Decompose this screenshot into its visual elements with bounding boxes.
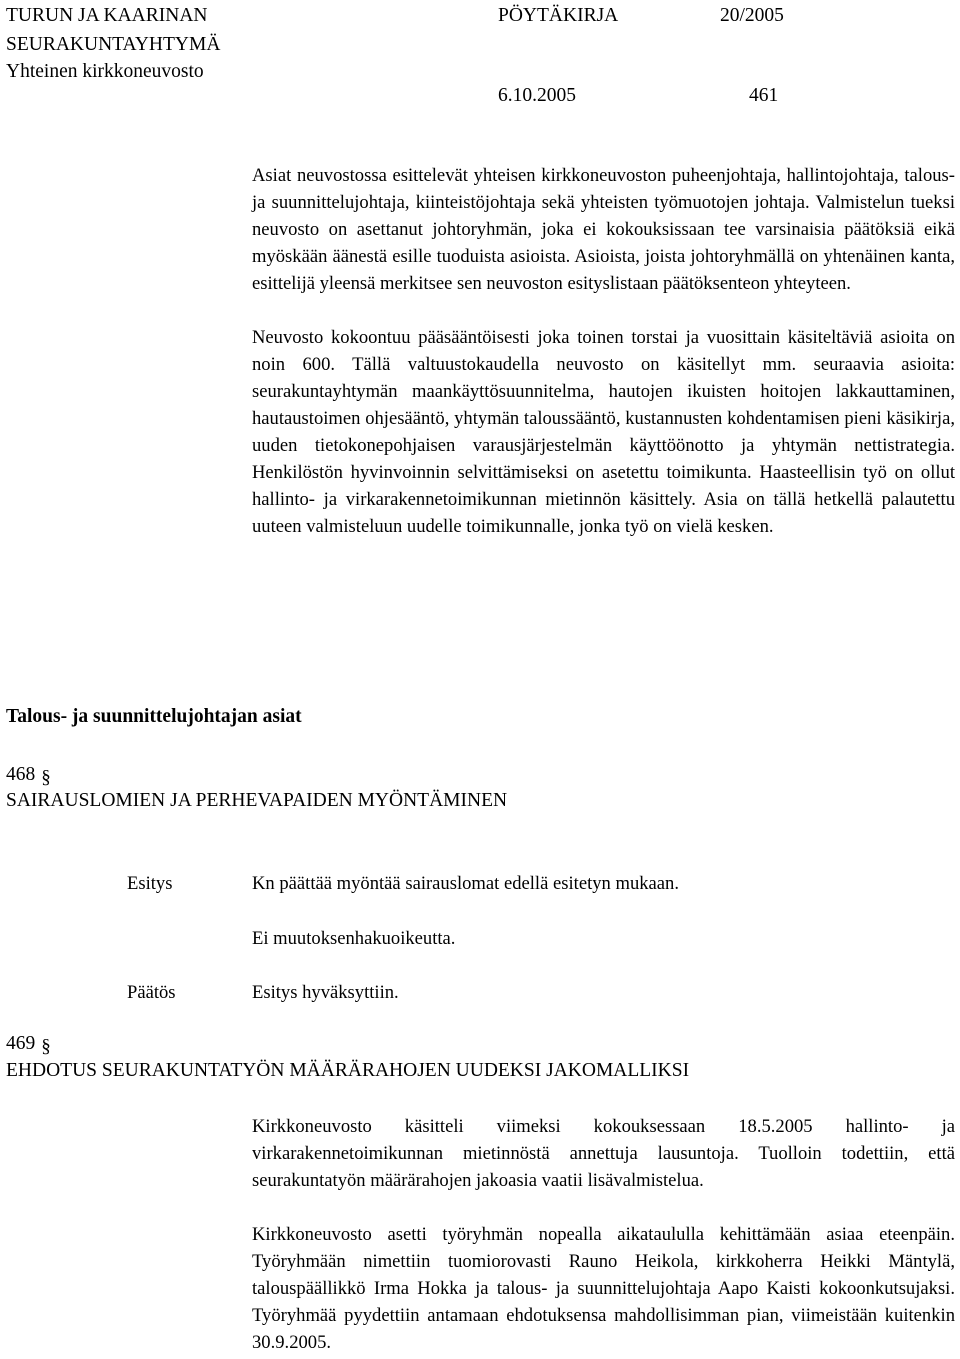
paatos-label: Päätös [127, 982, 176, 1003]
document-number: 20/2005 [720, 5, 784, 26]
item-469-body [252, 1113, 955, 1356]
meeting-date: 6.10.2005 [498, 85, 576, 106]
esitys-text: Kn päättää myöntää sairauslomat edellä esitetyn mukaan. [252, 873, 679, 894]
section-sign-icon: § [41, 1036, 51, 1057]
org-body-name: Yhteinen kirkkoneuvosto [6, 61, 204, 82]
item-468-number [6, 764, 51, 789]
item-469-number [6, 1033, 51, 1058]
org-name-line1: TURUN JA KAARINAN [6, 5, 208, 26]
intro-paragraph-1: Asiat neuvostossa esittelevät yhteisen kirkkoneuvoston puheenjohtaja, hallintojohtaja, talous- ja suunnittelujohtaja, kiinteistöjohtaja sekä yhteisten työmuotojen johtaja. Valmistelun tueksi neuvosto on asettanut johtoryhmän, joka ei kokouksissaan tee varsinaisia päätöksiä eikä myöskään äänestä esille tuoduista asioista. Asioista, joista johtoryhmällä on yhtenäinen kanta, esittelijä yleensä merkitsee sen neuvoston esityslistaan päätöksenteon yhteyteen. [252, 165, 955, 294]
intro-paragraph-2: Neuvosto kokoontuu pääsääntöisesti joka toinen torstai ja vuosittain käsiteltäviä asioita on noin 600. Tällä valtuustokaudella neuvosto on käsitellyt mm. seuraavia asioita: seurakuntayhtymän maankäyttösuunnitelma, hautojen ikuisten hoitojen lakkauttaminen, hautaustoimen ohjesääntö, yhtymän taloussääntö, kustannusten kohdentamisen pieni käsikirja, uuden tietokonepohjaisen varausjärjestelmän käyttöönotto ja yhtymän nettistrategia. Henkilöstön hyvinvoinnin selvittämiseksi on asetettu toimikunta. Haasteellisin työ on ollut hallinto- ja virkarakennetoimikunnan mietinnön käsittely. Asia on tällä hetkellä palautettu uuteen valmisteluun uudelle toimikunnalle, jonka työ on vielä kesken. [252, 327, 955, 537]
org-name-line2: SEURAKUNTAYHTYMÄ [6, 34, 221, 55]
esitys-label: Esitys [127, 873, 173, 894]
item-468-title: SAIRAUSLOMIEN JA PERHEVAPAIDEN MYÖNTÄMINEN [6, 790, 508, 811]
item-469-paragraph-2: Kirkkoneuvosto asetti työryhmän nopealla aikataululla kehittämään asiaa eteenpäin. Työryhmään nimettiin tuomiorovasti Rauno Heikola, kirkkoherra Heikki Mäntylä, talouspäällikkö Irma Hokka ja talous- ja suunnittelujohtaja Aapo Kaisti kokoonkutsujaksi. Työryhmää pyydettiin antamaan ehdotuksensa mahdollisimman pian, viimeistään kuitenkin 30.9.2005. [252, 1224, 955, 1353]
item-468-number-text: 468 [6, 764, 36, 785]
item-469-title: EHDOTUS SEURAKUNTATYÖN MÄÄRÄRAHOJEN UUDEKSI JAKOMALLIKSI [6, 1060, 690, 1081]
item-469-paragraph-1: Kirkkoneuvosto käsitteli viimeksi kokouksessaan 18.5.2005 hallinto- ja virkarakennetoimikunnan mietinnöstä annettuja lausuntoja. Tuolloin todettiin, että seurakuntatyön määrärahojen jakoasia vaatii lisävalmistelua. [252, 1116, 955, 1191]
appeal-text: Ei muutoksenhakuoikeutta. [252, 928, 456, 949]
paatos-text: Esitys hyväksyttiin. [252, 982, 399, 1003]
section-heading: Talous- ja suunnittelujohtajan asiat [6, 706, 302, 727]
section-sign-icon: § [41, 767, 51, 788]
document-type: PÖYTÄKIRJA [498, 5, 619, 26]
page-number: 461 [749, 85, 779, 106]
intro-block [252, 162, 955, 540]
item-469-number-text: 469 [6, 1033, 36, 1054]
